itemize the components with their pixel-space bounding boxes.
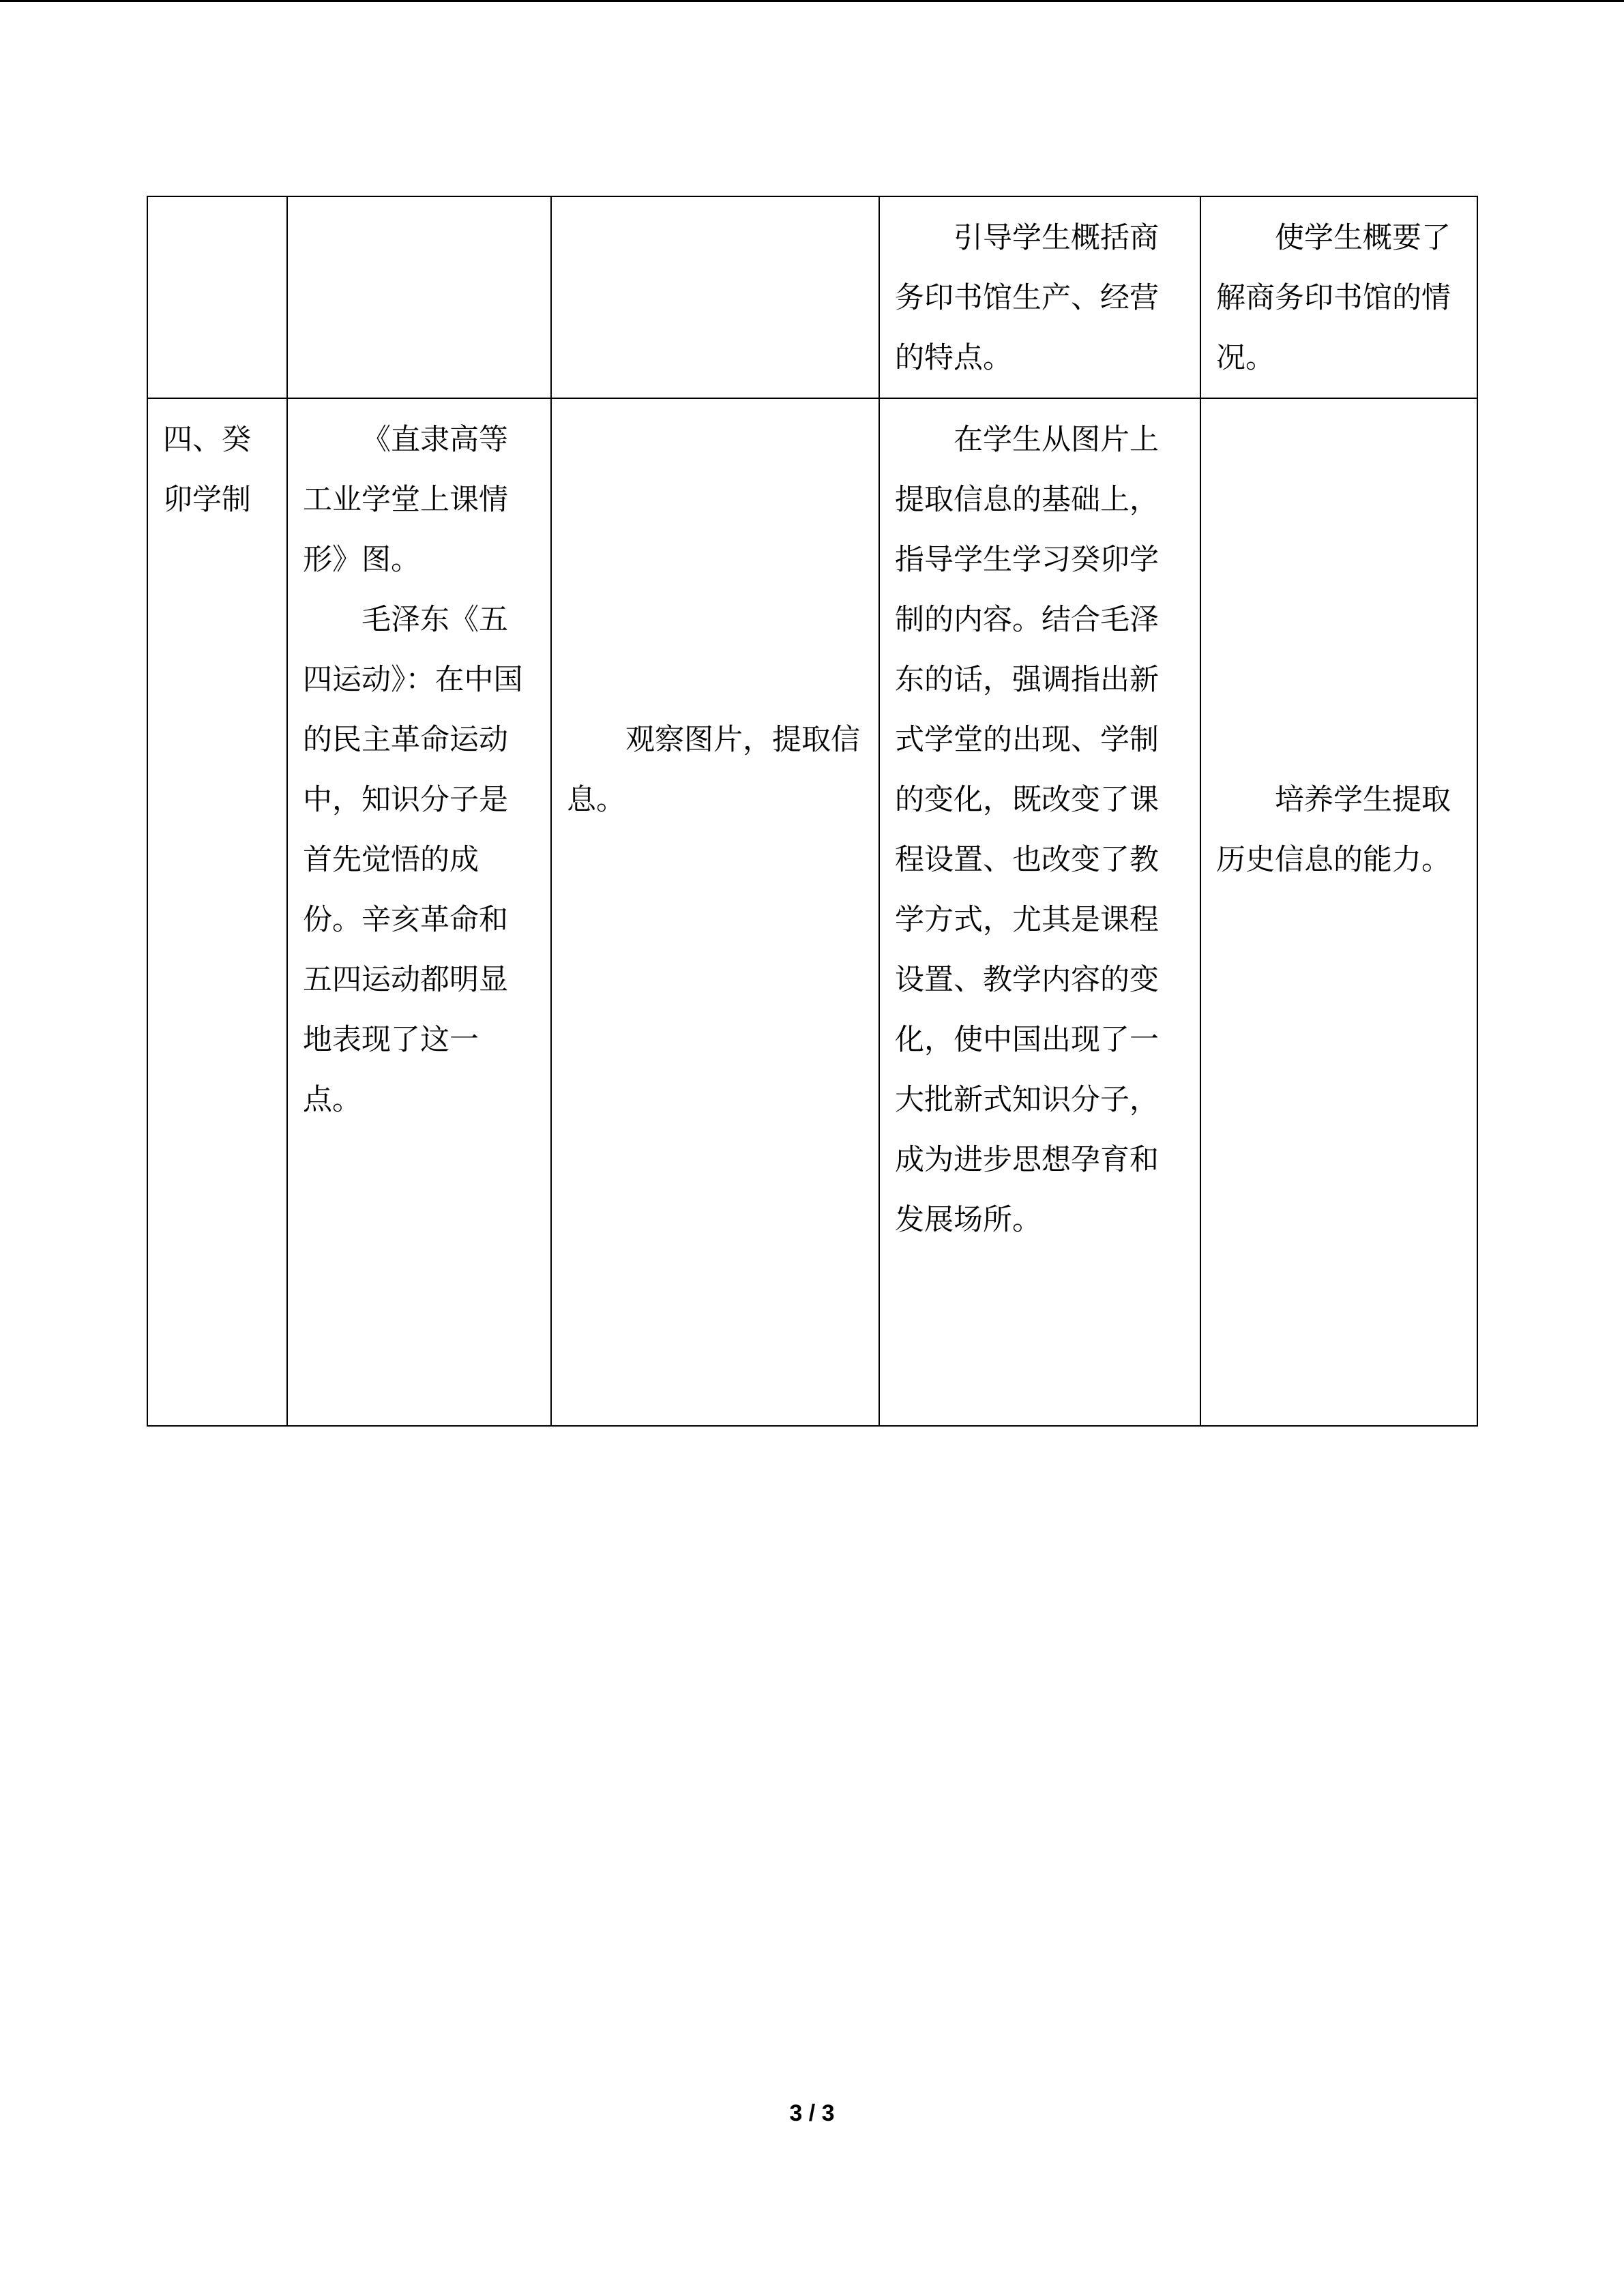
student-activity-text: 观察图片，提取信息。 [567,723,860,817]
table-cell-materials [287,398,551,1426]
table-cell-stage [147,398,287,1426]
table-cell-stage [147,196,287,398]
table-cell-student-activity [551,196,879,398]
teacher-activity-text: 引导学生概括商务印书馆生产、经营的特点。 [895,221,1159,375]
page-number: 3 / 3 [789,2100,835,2126]
purpose-text: 使学生概要了解商务印书馆的情况。 [1216,221,1451,375]
table-cell-teacher-activity [879,398,1200,1426]
materials-text-2: 毛泽东《五四运动》：在中国的民主革命运动中，知识分子是首先觉悟的成份。辛亥革命和五四运动都明显地表现了这一点。 [303,603,523,1117]
table-row [147,196,1477,398]
lesson-plan-table [147,196,1478,1427]
table-cell-student-activity [551,398,879,1426]
page-top-edge [0,0,1624,2]
purpose-text: 培养学生提取历史信息的能力。 [1216,783,1451,877]
stage-title: 四、癸卯学制 [163,423,251,517]
table-cell-purpose [1200,196,1477,398]
table-cell-teacher-activity [879,196,1200,398]
table-cell-purpose [1200,398,1477,1426]
teacher-activity-text: 在学生从图片上提取信息的基础上，指导学生学习癸卯学制的内容。结合毛泽东的话，强调指出新式学堂的出现、学制的变化，既改变了课程设置、也改变了教学方式，尤其是课程设置、教学内容的变化，使中国出现了一大批新式知识分子，成为进步思想孕育和发展场所。 [895,423,1159,1237]
materials-text-1: 《直隶高等工业学堂上课情形》图。 [303,423,508,577]
table-row [147,398,1477,1426]
table-cell-materials [287,196,551,398]
